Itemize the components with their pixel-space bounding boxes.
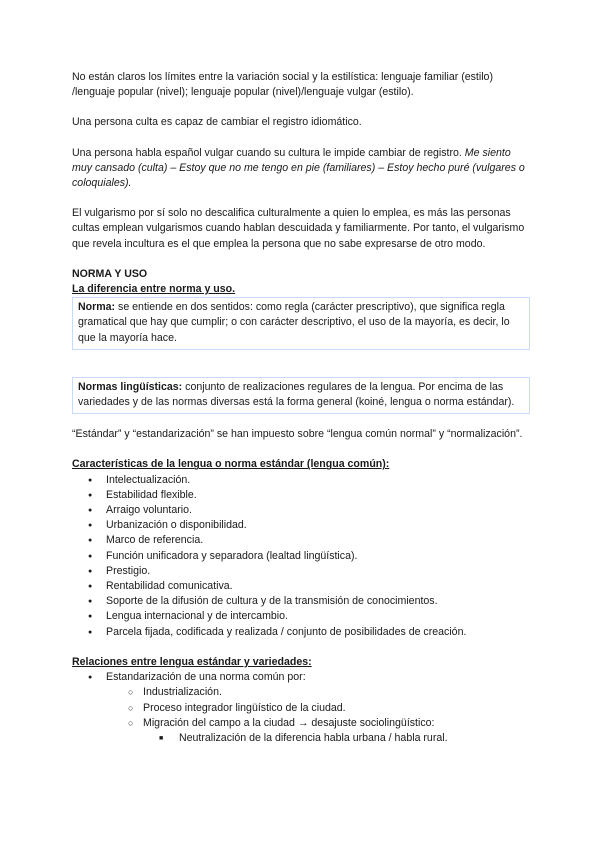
- list-item: ● Rentabilidad comunicativa.: [72, 579, 530, 594]
- list-item: ● Estabilidad flexible.: [72, 488, 530, 503]
- list-item: [72, 670, 530, 746]
- paragraph-estandar: “Estándar” y “estandarización” se han impuesto sobre “lengua común normal” y “normalización”.: [72, 428, 523, 441]
- caracteristicas-list: [72, 473, 530, 640]
- definition-normas-linguisticas-text: conjunto de realizaciones regulares de la lengua. Por encima de las variedades y de las normas diversas está la forma general (koiné, lengua o norma estándar).: [78, 380, 515, 409]
- list-item: ● Soporte de la difusión de cultura y de la transmisión de conocimientos.: [72, 594, 530, 609]
- paragraph-variacion: No están claros los límites entre la variación social y la estilística: lenguaje familiar (estilo) /lenguaje popular (nivel); lenguaje popular (nivel)/lenguaje vulgar (estilo).: [72, 71, 493, 99]
- paragraph-espanol-vulgar-text: Una persona habla español vulgar cuando su cultura le impide cambiar de registro.: [72, 146, 465, 159]
- paragraph-examples: Me siento muy cansado (culta) – Estoy que no me tengo en pie (familiares) – Estoy hecho puré (vulgares o coloquiales).: [72, 146, 525, 190]
- list-item-text: Estandarización de una norma común por:: [106, 671, 306, 684]
- definition-norma-text: se entiende en dos sentidos: como regla (carácter prescriptivo), que significa regla gramatical que hay que cumplir; o con carácter descriptivo, el uso de la mayoría, es decir, lo que la mayoría hace.: [78, 301, 510, 344]
- definition-box-norma: [72, 297, 530, 350]
- paragraph-espanol-vulgar: [72, 146, 530, 192]
- definition-normas-linguisticas: [78, 380, 524, 410]
- list-item: ● Urbanización o disponibilidad.: [72, 518, 530, 533]
- list-item: ● Prestigio.: [72, 564, 530, 579]
- section-title-norma-uso: NORMA Y USO: [72, 267, 148, 280]
- section-title-relaciones: Relaciones entre lengua estándar y variedades:: [72, 655, 312, 668]
- sublist-item: [106, 716, 530, 746]
- list-item: ● Arraigo voluntario.: [72, 503, 530, 518]
- relaciones-subsublist: [143, 731, 530, 746]
- document-page: [72, 70, 530, 746]
- section-subtitle-diferencia: La diferencia entre norma y uso.: [72, 283, 236, 296]
- relaciones-sublist: [106, 685, 530, 746]
- relaciones-list: [72, 670, 530, 746]
- list-item: ● Marco de referencia.: [72, 533, 530, 548]
- definition-box-normas-linguisticas: [72, 377, 530, 414]
- sublist-item-text: Migración del campo a la ciudad → desajuste sociolingüístico:: [143, 716, 435, 729]
- definition-norma: [78, 300, 524, 346]
- list-item: ● Parcela fijada, codificada y realizada / conjunto de posibilidades de creación.: [72, 625, 530, 640]
- definition-normas-linguisticas-term: Normas lingüísticas:: [78, 380, 183, 393]
- paragraph-persona-culta: Una persona culta es capaz de cambiar el registro idiomático.: [72, 116, 362, 129]
- definition-norma-term: Norma:: [78, 301, 116, 314]
- sublist-item: ○ Proceso integrador lingüístico de la ciudad.: [106, 701, 530, 716]
- sublist-item: ○ Industrialización.: [106, 685, 530, 700]
- list-item: ● Lengua internacional y de intercambio.: [72, 609, 530, 624]
- subsublist-item: ■ Neutralización de la diferencia habla urbana / habla rural.: [143, 731, 530, 746]
- list-item: ● Intelectualización.: [72, 473, 530, 488]
- list-item: ● Función unificadora y separadora (lealtad lingüística).: [72, 549, 530, 564]
- section-title-caracteristicas: Características de la lengua o norma estándar (lengua común):: [72, 458, 390, 471]
- paragraph-vulgarismo: El vulgarismo por sí solo no descalifica culturalmente a quien lo emplea, es más las personas cultas emplean vulgarismos cuando hablan descuidada y familiarmente. Por tanto, el vulgarismo que revela incultura es el que emplea la persona que no sabe expresarse de otro modo.: [72, 207, 525, 250]
